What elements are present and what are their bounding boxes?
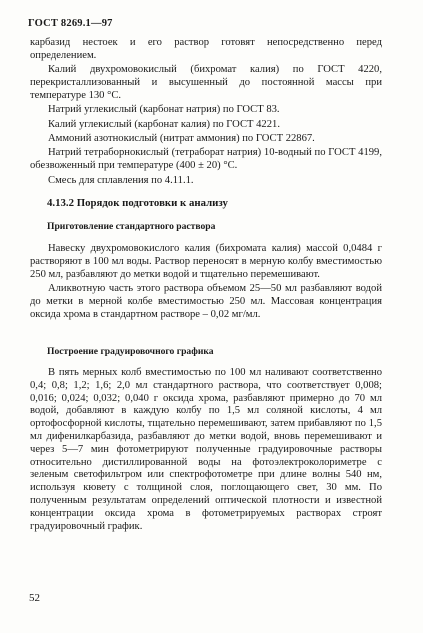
running-header: ГОСТ 8269.1—97: [28, 18, 113, 29]
calibration-block: [30, 367, 382, 535]
calibration-paragraph-1: В пять мерных колб вместимостью по 100 мл наливают соответственно 0,4; 0,8; 1,2; 1,6; 2,0 мл стандартного раствора, что соответствует 0,008; 0,016; 0,024; 0,032; 0,040 г оксида хрома, разбавляют примерно до 70 мл водой, добавляют в каждую колбу по 1,5 мл соляной кислоты, 4 мл ортофосфорной кислоты, тщательно перемешивают, затем прибавляют по 1,5 мл дифенилкарбазида, разбавляют до метки водой, вновь перемешивают и через 5—7 мин фотометрируют полученные градуировочные растворы относительно дистиллированной воды на фотоэлектроколориметре с зеленым светофильтром или спектрофотометре при длине волны 540 нм, используя кювету с толщиной слоя, поглощающего свет, 30 мм. По полученным результатам определений оптической плотности и известной концентрации оксида хрома в фотометрируемых растворах строят градуировочный график.: [30, 367, 382, 532]
reagents-paragraph-5: Аммоний азотнокислый (нитрат аммония) по ГОСТ 22867.: [48, 132, 315, 144]
reagents-paragraph-1: карбазид нестоек и его раствор готовят непосредственно перед определением.: [30, 37, 382, 61]
reagents-paragraph-3: Натрий углекислый (карбонат натрия) по ГОСТ 83.: [48, 104, 280, 116]
reagents-paragraph-7: Смесь для сплавления по 4.11.1.: [48, 174, 194, 186]
reagents-block: [30, 37, 382, 189]
reagents-paragraph-4: Калий углекислый (карбонат калия) по ГОСТ 4221.: [48, 118, 280, 130]
section-title: 4.13.2 Порядок подготовки к анализу: [47, 197, 228, 209]
standard-solution-paragraph-1: Навеску двухромовокислого калия (бихромата калия) массой 0,0484 г растворяют в 100 мл воды. Раствор переносят в мерную колбу вместимостью 250 мл, разбавляют до метки водой и тщательно перемешивают.: [30, 243, 382, 280]
calibration-heading: Построение градуировочного графика: [47, 346, 214, 357]
standard-solution-heading: Приготовление стандартного раствора: [47, 221, 216, 232]
reagents-paragraph-6: Натрий тетраборнокислый (тетраборат натрия) 10-водный по ГОСТ 4199, обезвоженный при температуре (400 ± 20) °С.: [30, 147, 382, 172]
reagents-paragraph-2: Калий двухромовокислый (бихромат калия) по ГОСТ 4220, перекристаллизованный и высушенный до постоянной массы при температуре 130 °С.: [30, 64, 382, 101]
standard-solution-paragraph-2: Аликвотную часть этого раствора объемом 25—50 мл разбавляют водой до метки в мерной колбе вместимостью 250 мл. Массовая концентрация оксида хрома в стандартном растворе – 0,02 мг/мл.: [30, 282, 382, 320]
standard-solution-block: [30, 243, 382, 323]
page-number: 52: [29, 592, 40, 604]
